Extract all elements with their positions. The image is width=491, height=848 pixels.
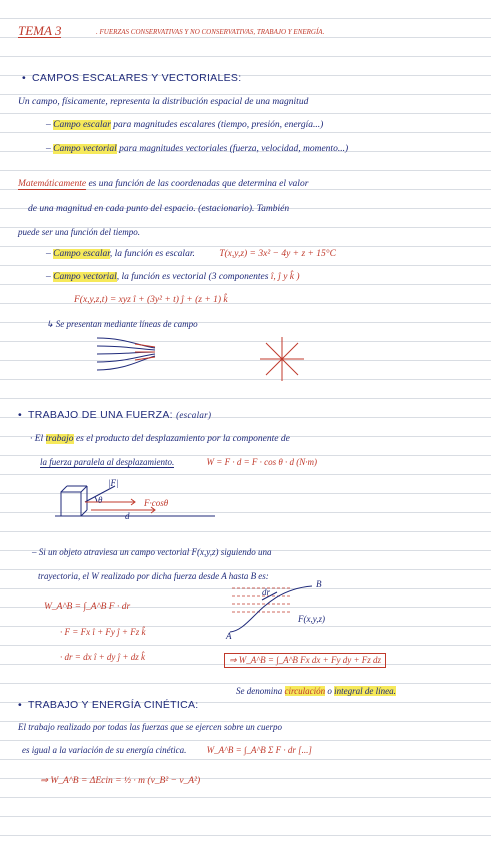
heading-text: TRABAJO DE UNA FUERZA: xyxy=(27,409,173,421)
equation-line: ⇒ W_A^B = ΔEcin = ½ · m (v_B² − v_A²) xyxy=(40,776,201,786)
formula-text: T(x,y,z) = 3x² − 4y + z + 15°C xyxy=(219,249,336,259)
figure-label-fcos: F·cosθ xyxy=(144,498,169,508)
text-line: ↳ Se presentan mediante líneas de campo xyxy=(46,319,198,329)
text-span: , la función es escalar. xyxy=(109,249,195,259)
field-lines-diagram xyxy=(95,332,185,372)
figure-label-A: A xyxy=(226,631,232,641)
text-line: puede ser una función del tiempo. xyxy=(18,227,140,237)
text-line: – Campo escalar para magnitudes escalares (tiempo, presión, energía...) xyxy=(46,120,324,130)
text-span: es el producto del desplazamiento por la componente de xyxy=(75,434,290,444)
heading-note: (escalar) xyxy=(176,410,212,420)
figure-label-B: B xyxy=(316,579,322,589)
text-span: Se denomina xyxy=(236,686,283,696)
text-span: es igual a la variación de su energía cinética. xyxy=(22,745,187,755)
page-subtitle: . FUERZAS CONSERVATIVAS Y NO CONSERVATIVAS, TRABAJO Y ENERGÍA. xyxy=(96,28,325,36)
text-span: o xyxy=(327,686,332,696)
figure-label-d: d xyxy=(125,511,130,521)
formula-text: W = F · d = F · cos θ · d (N·m) xyxy=(206,457,318,467)
figure-label-theta: θ xyxy=(98,495,103,505)
text-line: Un campo, físicamente, representa la distribución espacial de una magnitud xyxy=(18,97,309,107)
formula-line: F(x,y,z,t) = xyz î + (3y² + t) ĵ + (z + 1) k̂ xyxy=(74,295,228,305)
text-line: trayectoria, el W realizado por dicha fuerza desde A hasta B es: xyxy=(38,571,269,581)
text-span: es una función de las coordenadas que determina el valor xyxy=(88,179,309,189)
text-line: El trabajo realizado por todas las fuerzas que se ejercen sobre un cuerpo xyxy=(18,722,282,732)
text-span: Se presentan mediante líneas de campo xyxy=(55,319,198,329)
equation-line: · F = Fx î + Fy ĵ + Fz k̂ xyxy=(60,627,146,637)
equation-line: ⇒ W_A^B = ∫_A^B Fx dx + Fy dy + Fz dz xyxy=(224,653,386,668)
figure-label-F: |F| xyxy=(108,478,119,488)
formula-text: î, ĵ y k̂ ) xyxy=(270,272,300,282)
text-line xyxy=(18,180,308,190)
path-integral-diagram xyxy=(222,580,342,640)
formula-text: W_A^B = ∫_A^B Σ F · dr [...] xyxy=(206,745,312,755)
text-line xyxy=(236,687,396,696)
section-heading-energia: • TRABAJO Y ENERGÍA CINÉTICA: xyxy=(18,700,199,711)
text-span: El xyxy=(34,434,44,444)
highlight-term: trabajo xyxy=(45,434,74,444)
equation-line: · dr = dx î + dy ĵ + dz k̂ xyxy=(60,652,145,662)
highlight-term: integral de línea. xyxy=(334,686,396,696)
text-span: Si un objeto atraviesa un campo vectorial F(x,y,z) siguiendo una xyxy=(38,547,272,557)
text-line: · El trabajo es el producto del desplazamiento por la componente de xyxy=(30,434,290,444)
highlight-term: Campo vectorial xyxy=(53,272,117,282)
text-line: – Campo vectorial para magnitudes vectoriales (fuerza, velocidad, momento...) xyxy=(46,144,349,154)
text-line xyxy=(22,746,312,755)
highlight-term: Campo escalar xyxy=(53,120,111,130)
highlight-term: circulación xyxy=(284,686,326,696)
equation-line: W_A^B = ∫_A^B F · dr xyxy=(44,602,131,612)
section-heading-campos: • CAMPOS ESCALARES Y VECTORIALES: xyxy=(22,73,241,84)
radial-field-diagram xyxy=(258,335,306,383)
text-line xyxy=(40,458,317,467)
text-line: – Campo vectorial, la función es vectorial (3 componentes î, ĵ y k̂ ) xyxy=(46,272,300,282)
figure-label-dr: dr xyxy=(262,587,271,597)
underlined-term: Matemáticamente xyxy=(18,179,87,189)
highlight-term: Campo vectorial xyxy=(53,144,117,154)
highlight-term: Campo escalar xyxy=(53,249,110,259)
work-force-diagram xyxy=(55,478,230,526)
page-title: TEMA 3 xyxy=(18,23,62,38)
text-line: – Campo escalar, la función es escalar. T(x,y,z) = 3x² − 4y + z + 15°C xyxy=(46,249,336,259)
underlined-text: la fuerza paralela al desplazamiento. xyxy=(40,457,175,467)
text-line: de una magnitud en cada punto del espacio. (estacionario). También xyxy=(28,204,290,214)
text-line: – Si un objeto atraviesa un campo vectorial F(x,y,z) siguiendo una xyxy=(32,547,272,557)
section-heading-trabajo xyxy=(18,410,211,421)
text-span: para magnitudes vectoriales (fuerza, velocidad, momento...) xyxy=(119,144,349,154)
figure-label-Fxyz: F(x,y,z) xyxy=(298,614,325,624)
text-span: para magnitudes escalares (tiempo, presión, energía...) xyxy=(113,120,324,130)
text-span: , la función es vectorial (3 componentes xyxy=(116,272,269,282)
